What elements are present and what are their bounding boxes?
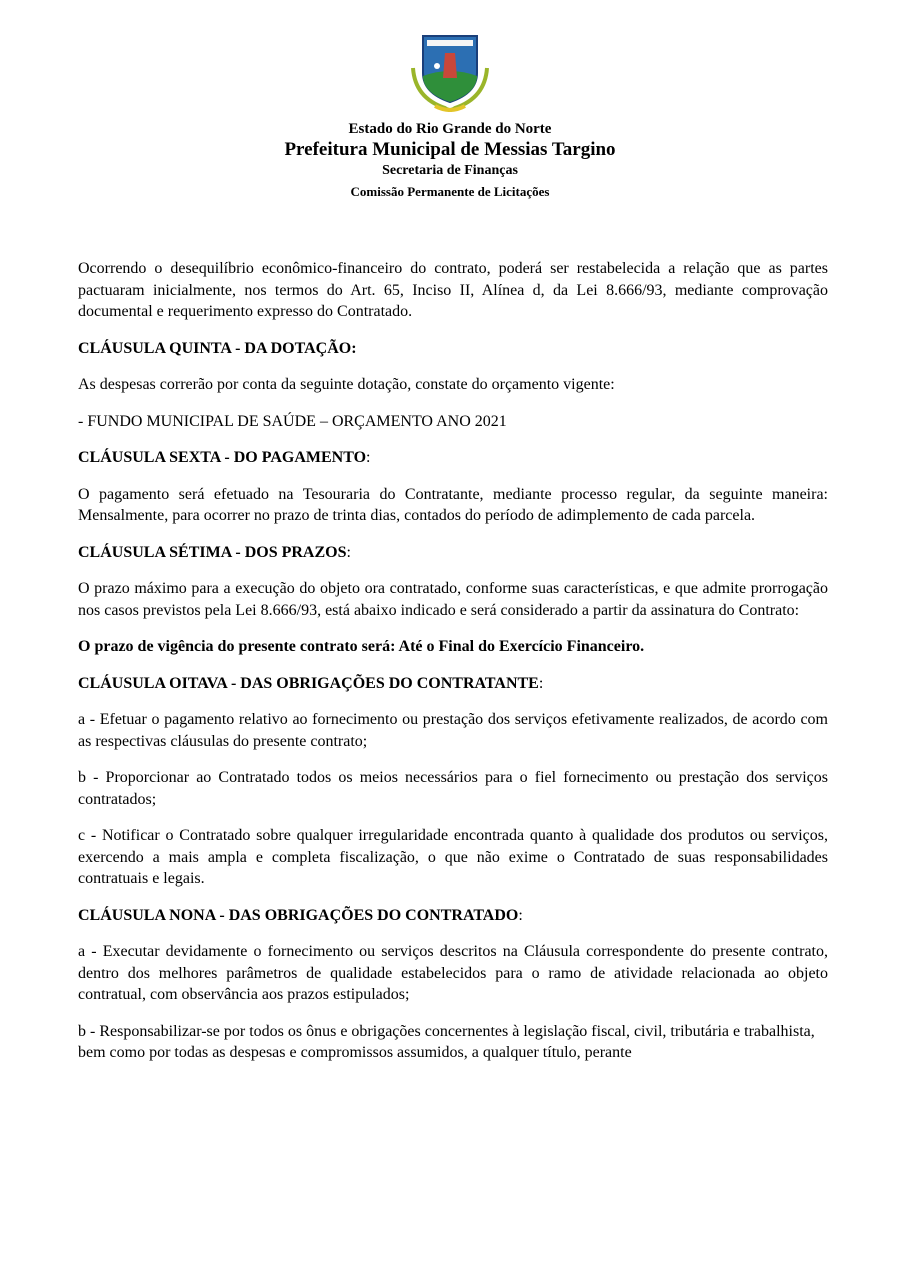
municipality-name: Prefeitura Municipal de Messias Targino [284, 139, 616, 160]
clause-title: CLÁUSULA SÉTIMA - DOS PRAZOS [78, 543, 347, 561]
colon: : [346, 543, 351, 561]
clause-heading [78, 905, 828, 927]
colon: : [538, 674, 544, 692]
list-item: a - Executar devidamente o fornecimento ou serviços descritos na Cláusula correspondente do presente contrato, dentro dos melhores parâmetros de qualidade estabelecidos para o ramo de atividade relacionada ao objeto contratual, com observância aos prazos estipulados; [78, 943, 828, 1003]
department-name: Secretaria de Finanças [382, 163, 518, 178]
clause-heading [78, 673, 828, 695]
commission-name: Comissão Permanente de Licitações [350, 184, 550, 199]
paragraph: O pagamento será efetuado na Tesouraria do Contratante, mediante processo regular, da seguinte maneira: Mensalmente, para ocorrer no prazo de trinta dias, contados do período de adimplemento de cada parcela. [78, 485, 828, 524]
paragraph: Ocorrendo o desequilíbrio econômico-financeiro do contrato, poderá ser restabelecida a relação que as partes pactuaram inicialmente, nos termos do Art. 65, Inciso II, Alínea d, da Lei 8.666/93, mediante comprovação documental e requerimento expresso do Contratado. [78, 260, 828, 320]
clause-title: CLÁUSULA SEXTA - DO PAGAMENTO [78, 449, 367, 466]
contract-body [78, 258, 828, 1079]
paragraph: O prazo máximo para a execução do objeto ora contratado, conforme suas características, e que admite prorrogação nos casos previstos pela Lei 8.666/93, está abaixo indicado e será considerado a partir da assinatura do Contrato: [78, 580, 828, 619]
paragraph: As despesas correrão por conta da seguinte dotação, constate do orçamento vigente: [78, 376, 615, 393]
municipal-coat-of-arms-logo [405, 28, 495, 114]
colon: : [366, 449, 371, 466]
term-statement: O prazo de vigência do presente contrato será: Até o Final do Exercício Financeiro. [78, 638, 645, 655]
colon: : [518, 906, 523, 924]
letterhead [0, 28, 900, 203]
clause-heading [78, 542, 828, 564]
clause-heading: CLÁUSULA QUINTA - DA DOTAÇÃO: [78, 339, 357, 357]
list-item: c - Notificar o Contratado sobre qualquer irregularidade encontrada quanto à qualidade dos produtos ou serviços, exercendo a mais ampla e completa fiscalização, o que não exime o Contratado de suas responsabilidades contratuais e legais. [78, 827, 828, 887]
paragraph: - FUNDO MUNICIPAL DE SAÚDE – ORÇAMENTO ANO 2021 [78, 412, 507, 430]
clause-title: CLÁUSULA OITAVA - DAS OBRIGAÇÕES DO CONTRATANTE [78, 674, 539, 692]
clause-heading [78, 447, 828, 469]
list-item: b - Proporcionar ao Contratado todos os meios necessários para o fiel fornecimento ou prestação dos serviços contratados; [78, 769, 828, 808]
clause-title: CLÁUSULA NONA - DAS OBRIGAÇÕES DO CONTRATADO [78, 906, 519, 924]
list-item: a - Efetuar o pagamento relativo ao fornecimento ou prestação dos serviços efetivamente realizados, de acordo com as respectivas cláusulas do presente contrato; [78, 711, 828, 750]
list-item: b - Responsabilizar-se por todos os ônus e obrigações concernentes à legislação fiscal, civil, tributária e trabalhista, bem como por todas as despesas e compromissos assumidos, a qualquer título, perante [78, 1022, 815, 1061]
state-name: Estado do Rio Grande do Norte [348, 121, 552, 137]
